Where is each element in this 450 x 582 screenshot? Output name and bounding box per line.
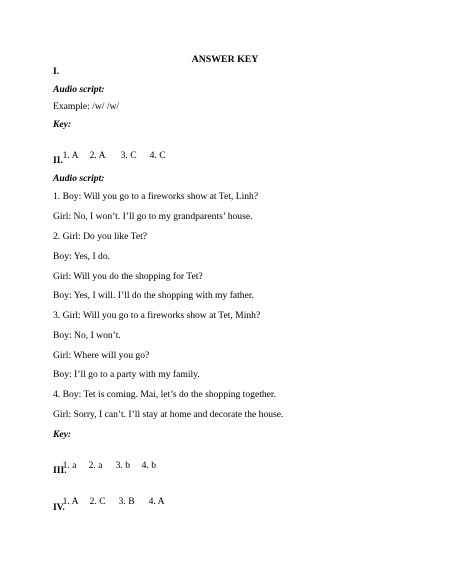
section-heading-3: III. [53,465,67,476]
answer-item: 2. C [89,496,106,507]
audio-script-label-2: Audio script: [53,173,105,184]
audio-script-label-1: Audio script: [53,84,105,95]
script-line: Boy: Yes, I will. I’ll do the shopping with my father. [53,290,254,301]
script-line: Girl: Where will you go? [53,350,150,361]
answer-item: 4. b [141,460,156,471]
answer-item: 3. C [120,150,137,161]
answer-row-3 [53,484,165,520]
answer-item: 2. a [88,460,103,471]
answer-item: 3. B [118,496,135,507]
key-label-2: Key: [53,429,72,440]
section-heading-4: IV. [53,502,65,513]
answer-row-2 [53,448,156,484]
answer-item: 4. C [149,150,166,161]
script-line: Girl: Will you do the shopping for Tet? [53,271,203,282]
answer-item: 1. A [62,496,79,507]
answer-row-1 [53,138,166,174]
script-line: Girl: No, I won’t. I’ll go to my grandparents’ house. [53,211,253,222]
section-heading-1: I. [53,66,60,77]
key-label-1: Key: [53,119,72,130]
example-line: Example: /w/ /w/ [53,101,120,112]
script-line: Boy: Yes, I do. [53,251,111,262]
script-line: 1. Boy: Will you go to a fireworks show at Tet, Linh? [53,191,259,202]
script-line: 2. Girl: Do you like Tet? [53,231,148,242]
page-title: ANSWER KEY [191,54,259,65]
answer-item: 1. A [62,150,79,161]
answer-item: 2. A [89,150,106,161]
section-heading-2: II. [53,155,63,166]
script-line: Boy: I’ll go to a party with my family. [53,369,200,380]
answer-item: 3. b [115,460,130,471]
script-line: 3. Girl: Will you go to a fireworks show at Tet, Minh? [53,310,261,321]
script-line: 4. Boy: Tet is coming. Mai, let’s do the shopping together. [53,389,276,400]
answer-item: 1. a [62,460,77,471]
script-line: Girl: Sorry, I can’t. I’ll stay at home and decorate the house. [53,409,284,420]
script-line: Boy: No, I won’t. [53,330,121,341]
answer-item: 4. A [148,496,165,507]
